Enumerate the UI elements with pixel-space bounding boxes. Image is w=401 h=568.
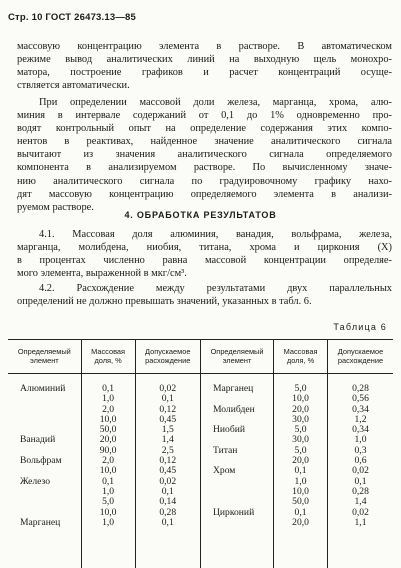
cell-element	[200, 518, 273, 568]
cell-mass-fraction: 1,0	[81, 518, 135, 568]
header-tolerance: Допускаемое расхождение	[135, 340, 200, 374]
cell-tolerance: 0,34	[328, 405, 394, 415]
cell-mass-fraction: 0,1	[274, 508, 328, 518]
table-row	[8, 456, 393, 466]
text-line: массовую концентрацию элемента в растворе. В автоматическом	[17, 40, 392, 53]
text-line: ствляется автоматически.	[17, 79, 392, 92]
text-line: вычитают из значения аналитического сигнала определяемого	[17, 148, 392, 161]
cell-mass-fraction: 10,0	[81, 415, 135, 425]
table-row	[8, 384, 393, 394]
cell-tolerance: 1,2	[328, 415, 394, 425]
cell-mass-fraction: 10,0	[274, 487, 328, 497]
cell-tolerance: 0,1	[135, 487, 200, 497]
table-header-row	[8, 340, 393, 374]
cell-mass-fraction: 30,0	[274, 415, 328, 425]
cell-element	[200, 477, 273, 487]
text-line: компонента в анализируемом растворе. По вычисленному значе-	[17, 161, 392, 174]
cell-tolerance: 0,28	[135, 508, 200, 518]
cell-mass-fraction: 0,1	[81, 384, 135, 394]
table-row	[8, 425, 393, 435]
cell-tolerance: 1,4	[135, 435, 200, 445]
cell-tolerance: 0,12	[135, 456, 200, 466]
text-line: дят массовую концентрацию определяемого элемента в анализи-	[17, 188, 392, 201]
cell-element: Вольфрам	[8, 456, 81, 466]
cell-tolerance: 2,5	[135, 446, 200, 456]
table-row	[8, 508, 393, 518]
table-row	[8, 415, 393, 425]
table-row	[8, 394, 393, 404]
cell-mass-fraction: 20,0	[274, 518, 328, 568]
cell-tolerance: 0,1	[135, 394, 200, 404]
cell-tolerance: 1,5	[135, 425, 200, 435]
cell-tolerance: 1,4	[328, 497, 394, 507]
cell-mass-fraction: 20,0	[274, 405, 328, 415]
cell-tolerance: 0,6	[328, 456, 394, 466]
page-header: Стр. 10 ГОСТ 26473.13—85	[8, 12, 136, 23]
text-line: При определении массовой доли железа, марганца, хрома, алю-	[17, 96, 392, 109]
cell-tolerance: 1,1	[328, 518, 394, 568]
table-row	[8, 446, 393, 456]
cell-tolerance: 0,45	[135, 415, 200, 425]
cell-element	[8, 497, 81, 507]
intro-paragraph	[17, 40, 392, 92]
cell-tolerance: 0,02	[328, 466, 394, 476]
text-line: 4.2. Расхождение между результатами двух параллельных	[17, 282, 392, 295]
cell-tolerance: 0,34	[328, 425, 394, 435]
cell-element: Титан	[200, 446, 273, 456]
text-line: нентов в реактивах, найденное значение аналитического сигнала	[17, 135, 392, 148]
table-row	[8, 435, 393, 445]
table-row	[8, 405, 393, 415]
cell-mass-fraction: 5,0	[274, 384, 328, 394]
header-element: Определяемый элемент	[200, 340, 273, 374]
text-line: водят контрольный опыт на определение содержания этих компо-	[17, 122, 392, 135]
cell-mass-fraction: 50,0	[274, 497, 328, 507]
text-line: 4.1. Массовая доля алюминия, ванадия, вольфрама, железа,	[17, 228, 392, 241]
cell-element	[8, 415, 81, 425]
cell-tolerance: 0,02	[135, 477, 200, 487]
cell-tolerance: 0,28	[328, 384, 394, 394]
cell-tolerance: 0,56	[328, 394, 394, 404]
cell-mass-fraction: 10,0	[81, 508, 135, 518]
cell-mass-fraction: 5,0	[274, 446, 328, 456]
cell-mass-fraction: 2,0	[81, 456, 135, 466]
header-mass-fraction: Массовая доля, %	[81, 340, 135, 374]
text-line: определений не должно превышать значений, указанных в табл. 6.	[17, 295, 392, 308]
table-caption: Таблица 6	[333, 322, 387, 332]
cell-element: Алюминий	[8, 384, 81, 394]
text-line: нию аналитического сигнала по градуировочному графику нахо-	[17, 175, 392, 188]
cell-element: Ванадий	[8, 435, 81, 445]
table-row	[8, 497, 393, 507]
text-line: миния в интервале содержаний от 0,1 до 1% одновременно про-	[17, 109, 392, 122]
cell-mass-fraction: 20,0	[274, 456, 328, 466]
table-row	[8, 477, 393, 487]
cell-element: Марганец	[200, 384, 273, 394]
cell-element	[8, 394, 81, 404]
cell-mass-fraction: 50,0	[81, 425, 135, 435]
header-element: Определяемый элемент	[8, 340, 81, 374]
cell-element: Молибден	[200, 405, 273, 415]
cell-mass-fraction: 10,0	[81, 466, 135, 476]
cell-mass-fraction: 20,0	[81, 435, 135, 445]
cell-mass-fraction: 5,0	[274, 425, 328, 435]
cell-mass-fraction: 0,1	[81, 477, 135, 487]
clause-4-2	[17, 282, 392, 308]
cell-mass-fraction: 2,0	[81, 405, 135, 415]
cell-tolerance: 0,45	[135, 466, 200, 476]
clause-4-1	[17, 228, 392, 280]
control-experiment-paragraph	[17, 96, 392, 214]
cell-element: Цирконий	[200, 508, 273, 518]
cell-tolerance: 0,28	[328, 487, 394, 497]
cell-element: Хром	[200, 466, 273, 476]
cell-element: Ниобий	[200, 425, 273, 435]
cell-mass-fraction: 1,0	[81, 487, 135, 497]
header-mass-fraction: Массовая доля, %	[274, 340, 328, 374]
text-line: режиме вывод аналитических линий на выходную щель монохро-	[17, 53, 392, 66]
table-row	[8, 487, 393, 497]
cell-mass-fraction: 5,0	[81, 497, 135, 507]
text-line: мого элемента, выраженной в мкг/см³.	[17, 267, 392, 280]
cell-mass-fraction: 30,0	[274, 435, 328, 445]
cell-element	[200, 456, 273, 466]
table-body	[8, 374, 393, 568]
cell-element	[200, 435, 273, 445]
text-line: марганца, молибдена, ниобия, титана, хрома и циркония (X)	[17, 241, 392, 254]
cell-element: Марганец	[8, 518, 81, 568]
header-tolerance: Допускаемое расхождение	[328, 340, 394, 374]
cell-element: Железо	[8, 477, 81, 487]
cell-element	[200, 487, 273, 497]
cell-mass-fraction: 1,0	[274, 477, 328, 487]
cell-tolerance: 0,3	[328, 446, 394, 456]
cell-mass-fraction: 0,1	[274, 466, 328, 476]
table-row	[8, 374, 393, 385]
cell-mass-fraction: 90,0	[81, 446, 135, 456]
cell-tolerance: 0,02	[135, 384, 200, 394]
cell-tolerance: 0,1	[328, 477, 394, 487]
cell-tolerance: 0,1	[135, 518, 200, 568]
section-title: 4. ОБРАБОТКА РЕЗУЛЬТАТОВ	[0, 210, 401, 220]
text-line: матора, построение графиков и расчет концентраций осуще-	[17, 66, 392, 79]
table-row	[8, 466, 393, 476]
cell-tolerance: 1,0	[328, 435, 394, 445]
text-line: в процентах численно равна массовой концентрации определяе-	[17, 254, 392, 267]
cell-tolerance: 0,02	[328, 508, 394, 518]
cell-tolerance: 0,12	[135, 405, 200, 415]
cell-mass-fraction: 1,0	[81, 394, 135, 404]
tolerance-table	[8, 339, 393, 568]
table-row	[8, 518, 393, 568]
cell-tolerance: 0,14	[135, 497, 200, 507]
text-line: руемом растворе.	[17, 201, 392, 214]
cell-element	[8, 405, 81, 415]
cell-mass-fraction: 10,0	[274, 394, 328, 404]
cell-element	[8, 487, 81, 497]
